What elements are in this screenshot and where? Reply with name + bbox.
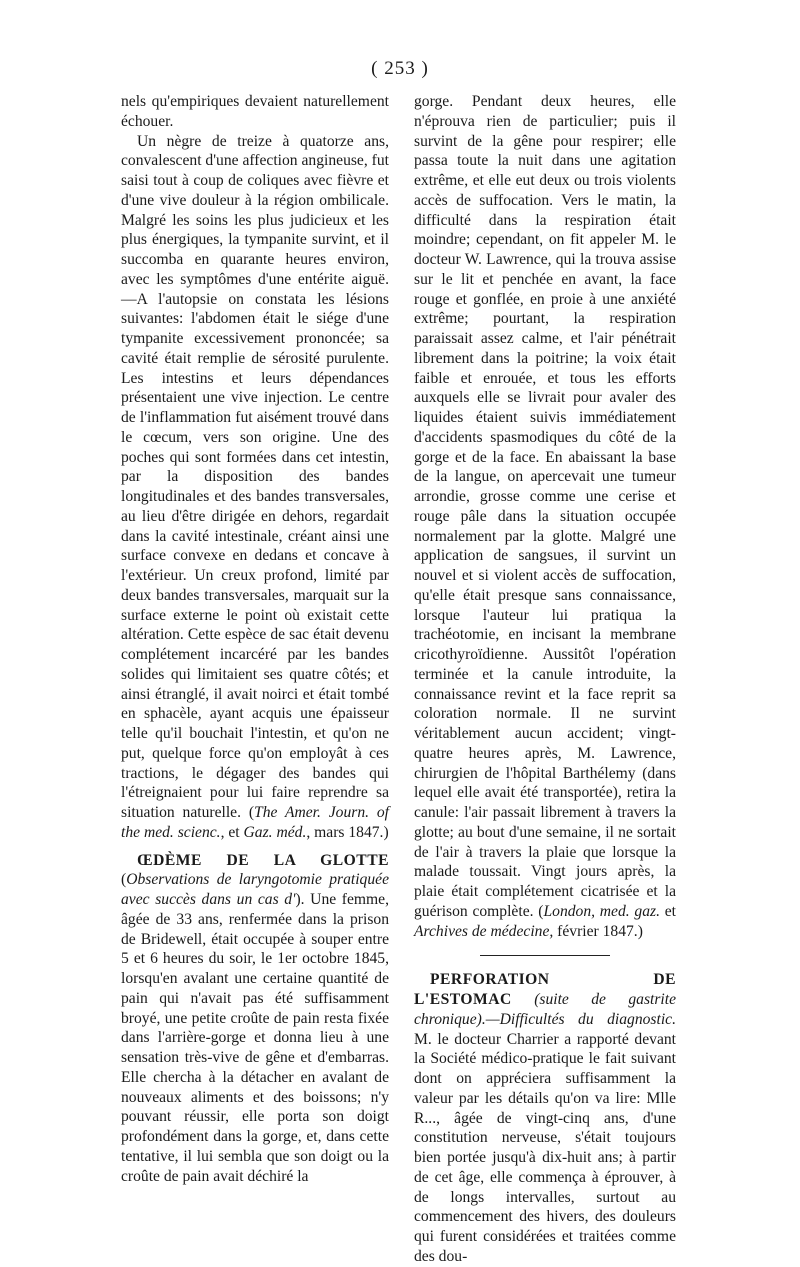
source-citation: London, med. gaz.: [543, 902, 660, 920]
section-subtitle: (suite de gastrite chronique).—Difficultés du diagnostic.: [414, 991, 677, 1028]
source-citation: Archives de médecine,: [414, 922, 554, 940]
source-citation: Gaz. méd.: [243, 823, 307, 841]
paragraph-continuation: nels qu'empiriques devaient naturellement échouer.: [121, 93, 389, 130]
paragraph-text: , et: [220, 823, 244, 841]
paragraph-text: , mars 1847.): [306, 823, 389, 841]
paragraph-stomach-perforation: [414, 970, 676, 1266]
left-column: [121, 92, 389, 1186]
section-subtitle: Observations de laryngotomie pratiquée avec succès dans un cas d': [121, 871, 389, 908]
paragraph-text: M. le docteur Charrier a rapporté devant la Société médico-pratique le fait suivant dont on appréciera suffisamment la valeur par les détails qu'on va lire: Mlle R..., âgée de vingt-cinq ans, d'une constitution nerveuse, s'était toujours bien portée jusqu'à dix-huit ans; à partir de cet âge, elle commença à éprouver, à de longs intervalles, surtout au commencement des hivers, des douleurs qui furent considérées et traitées comme des dou-: [414, 1030, 676, 1265]
paragraph-glottis-edema: [121, 851, 389, 1187]
paragraph-glottis-continued: [414, 92, 676, 941]
section-heading: ŒDÈME DE LA GLOTTE: [137, 851, 389, 869]
page-number: ( 253 ): [371, 58, 429, 79]
paragraph-text: gorge. Pendant deux heures, elle n'éprouva rien de particulier; puis il survint de la gêne pour respirer; elle passa toute la nuit dans une agitation extrême, et elle eut deux ou trois violents accès de suffocation. Vers le matin, la difficulté dans la respiration était moindre; cependant, on fit appeler M. le docteur W. Lawrence, qui la trouva assise sur le lit et penchée en avant, la face rouge et gonflée, en proie à une anxiété extrême; pourtant, la respiration paraissait assez calme, et l'air pénétrait librement dans la poitrine; la voix était faible et enrouée, et tous les efforts auxquels elle se livrait pour avaler des liquides étaient suivis immédiatement d'accidents spasmodiques du côté de la gorge et de la face. En abaissant la base de la langue, on apercevait une tumeur arrondie, grosse comme une cerise et rouge pâle dans la situation occupée normalement par la glotte. Malgré une application de sangsues, il survint un nouvel et si violent accès de suffocation, qu'elle était presque sans connaissance, lorsque l'auteur lui pratiqua la trachéotomie, en incisant la membrane cricothyroïdienne. Aussitôt l'opération terminée et la canule introduite, la connaissance revint et la face reprit sa coloration normale. Il ne survint véritablement aucun accident; vingt-quatre heures après, M. Lawrence, chirurgien de l'hôpital Barthélemy (dans lequel elle avait été transportée), retira la canule: l'air passait librement à travers la glotte; au bout d'une semaine, il ne sortait de l'air à travers la plaie que lorsque la malade toussait. Vingt jours après, la plaie était complétement cicatrisée et la guérison complète. (: [414, 93, 676, 920]
paragraph-text: et: [659, 902, 676, 920]
paragraph-text: ). Une femme, âgée de 33 ans, renfermée dans la prison de Bridewell, était occupée à souper entre 5 et 6 heures du soir, le 1er octobre 1845, lorsqu'en avalant une certaine quantité de pain qui n'avait pas été suffisamment broyé, une petite croûte de pain resta fixée dans l'arrière-gorge et donna lieu à une sensation très-vive de gêne et d'embarras. Elle chercha à la détacher en avalant de nouveaux aliments et des boissons; n'y pouvant réussir, elle porta son doigt profondément dans la gorge, et, dans cette tentative, il lui sembla que son doigt ou la croûte de pain avait déchiré la: [121, 891, 389, 1185]
paragraph-cecum-case: [121, 132, 389, 843]
paragraph-text: (: [121, 871, 127, 889]
section-heading: PERFORATION DE L'ESTOMAC: [414, 971, 676, 1008]
paragraph-text: Un nègre de treize à quatorze ans, convalescent d'une affection angineuse, fut saisi tout à coup de coliques avec fièvre et d'une vive douleur à la région ombilicale. Malgré les soins les plus judicieux et les plus énergiques, la tympanite survint, et il succomba en quarante heures environ, avec les symptômes d'une entérite aiguë.—A l'autopsie on constata les lésions suivantes: l'abdomen était le siége d'une tympanite excessivement prononcée; sa cavité était remplie de sérosité purulente. Les intestins et leurs dépendances présentaient une vive injection. Le centre de l'inflammation fut aisément trouvé dans le cœcum, vers son origine. Une des poches qui sont formées dans cet intestin, par la disposition des bandes longitudinales et des bandes transversales, au lieu d'être dirigée en dehors, regardait dans la cavité intestinale, créant ainsi une surface convexe en dedans et concave à l'extérieur. Un creux profond, limité par deux bandes transversales, marquait sur la surface externe le point où existait cette altération. Cette espèce de sac était devenu complétement incarcéré par les bandes solides qui limitaient ses quatre côtés; et ainsi étranglé, il avait noirci et était tombé en sphacèle, ayant acquis une épaisseur telle qu'il bouchait l'intestin, et qu'on ne put, quelque force qu'on employât à ces tractions, le dégager des bandes qui l'étreignaient pour lui faire reprendre sa situation naturelle. (: [121, 132, 389, 821]
source-citation: The Amer. Journ. of the med. scienc.: [121, 804, 389, 841]
paragraph-text: février 1847.): [553, 922, 643, 940]
section-divider: [480, 955, 610, 956]
right-column: [414, 92, 676, 1267]
